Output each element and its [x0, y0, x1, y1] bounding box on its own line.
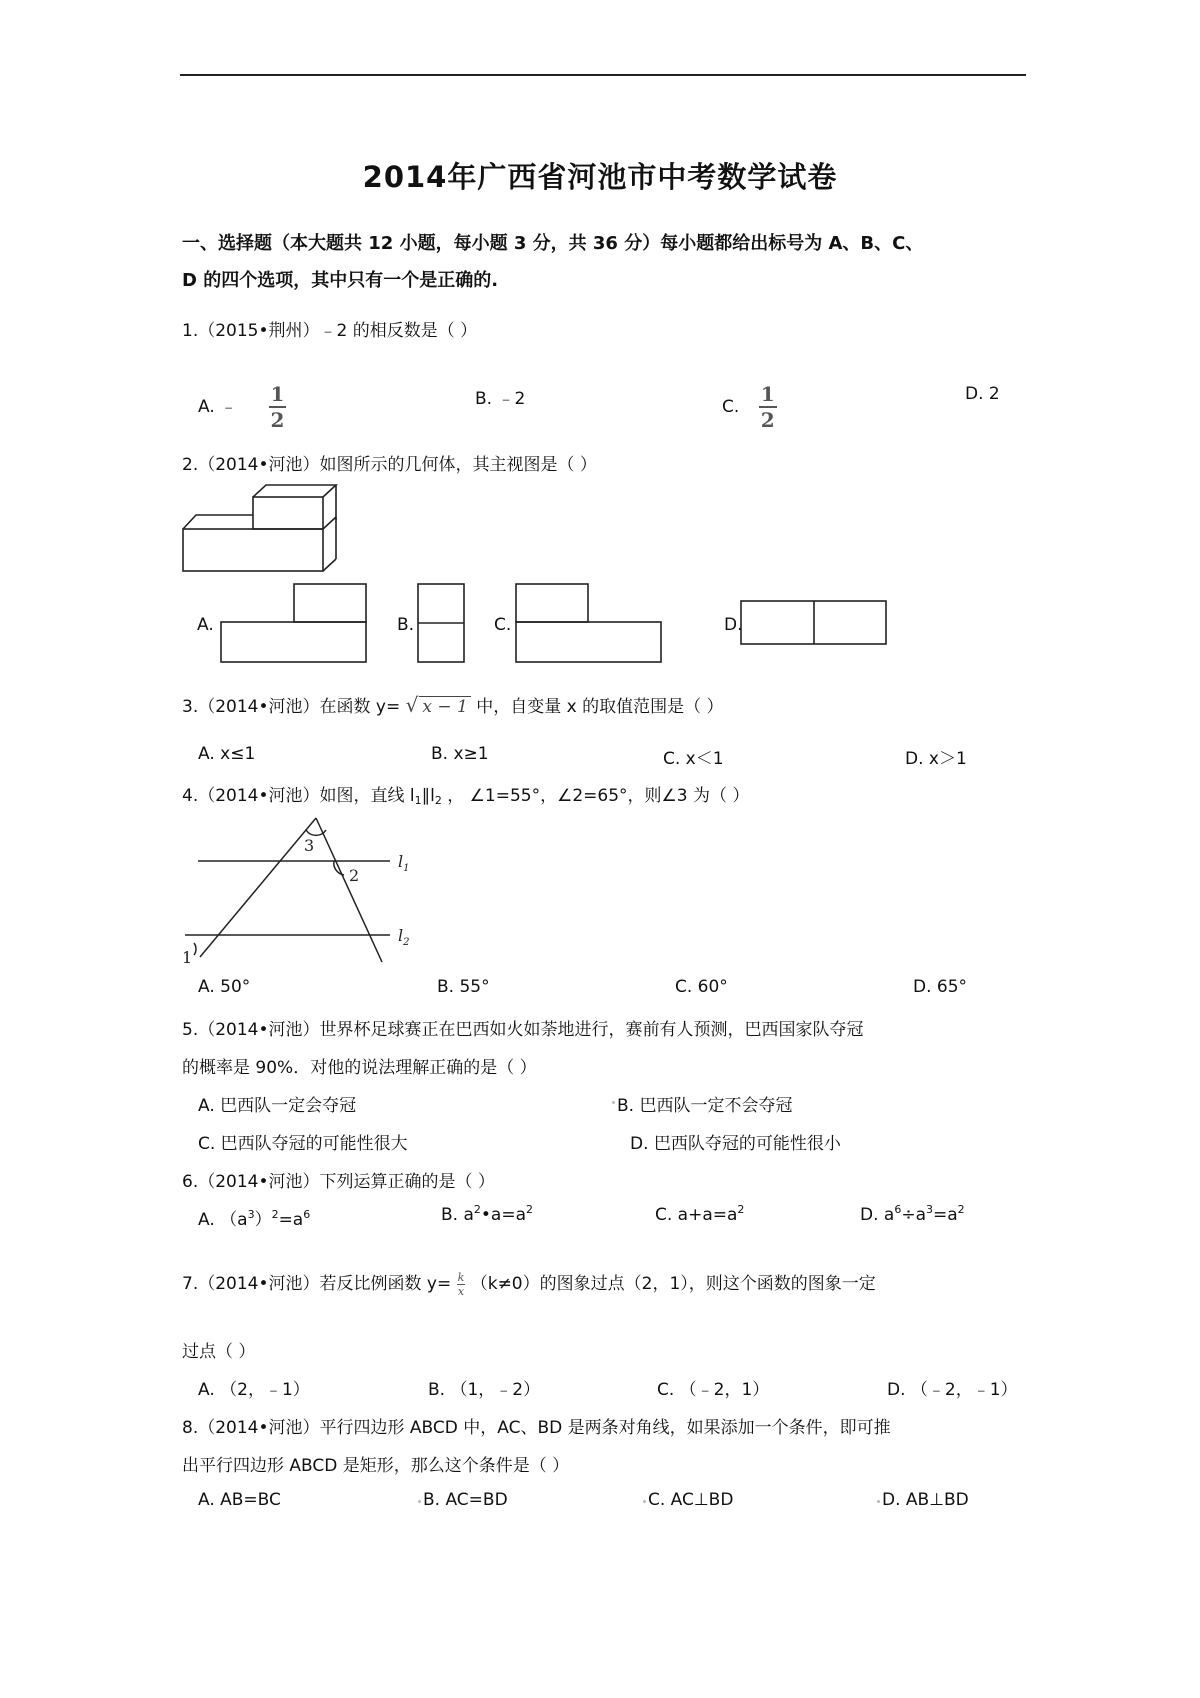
page-title: 2014年广西省河池市中考数学试卷 — [362, 160, 838, 194]
q6-option-d — [860, 1205, 965, 1225]
q5-option-c: C. 巴西队夺冠的可能性很大 — [198, 1134, 408, 1154]
q4-stem-pre: 4.（2014•河池）如图，直线 l — [182, 786, 415, 806]
q7-stem — [182, 1269, 876, 1297]
q6-b-part: •a=a — [480, 1205, 526, 1225]
q2-option-c-figure — [515, 583, 663, 663]
q4-stem-post: ， ∠1=55°，∠2=65°，则∠3 为（ ） — [441, 786, 750, 806]
q4-angle-2-label: 2 — [349, 866, 360, 885]
q6-b-part: B. a — [441, 1205, 474, 1225]
superscript: 2 — [526, 1203, 533, 1216]
marker-dot — [612, 1101, 615, 1104]
superscript: 2 — [957, 1203, 965, 1216]
q4-line-l2-label: $l_2$ — [398, 926, 410, 948]
q2-option-a-label: A. — [197, 615, 214, 635]
q7-stem-post: （k≠0）的图象过点（2，1），则这个函数的图象一定 — [470, 1274, 876, 1294]
q3-option-d: D. x＞1 — [905, 749, 967, 769]
q6-c-part: C. a+a=a — [655, 1205, 738, 1225]
section-heading — [182, 225, 1032, 299]
q6-a-part: A. （a — [198, 1210, 248, 1230]
q4-option-a: A. 50° — [198, 977, 251, 997]
q5-option-d: D. 巴西队夺冠的可能性很小 — [630, 1134, 841, 1154]
marker-dot — [877, 1500, 880, 1503]
q1-option-c — [722, 384, 777, 430]
q4-sub-2: 2 — [434, 794, 442, 807]
section-heading-line2: D 的四个选项，其中只有一个是正确的. — [182, 270, 499, 291]
q6-stem: 6.（2014•河池）下列运算正确的是（ ） — [182, 1172, 495, 1192]
q7-option-a: A. （2，﹣1） — [198, 1380, 310, 1400]
q1-option-a-fraction — [269, 384, 287, 430]
q6-option-a — [198, 1205, 310, 1230]
q6-d-part: =a — [933, 1205, 958, 1225]
q1-option-b: B. ﹣2 — [475, 389, 526, 409]
q3-stem — [182, 692, 724, 717]
q3-radicand: x − 1 — [419, 696, 470, 717]
superscript: 3 — [247, 1208, 255, 1221]
q3-option-b: B. x≥1 — [431, 744, 489, 764]
q2-option-d-figure — [740, 600, 888, 646]
superscript: 3 — [926, 1203, 933, 1216]
q4-parallel-lines-figure — [180, 815, 420, 965]
superscript: 6 — [894, 1203, 902, 1216]
q2-solid-figure — [180, 483, 345, 573]
fraction-numerator: 1 — [760, 382, 775, 406]
q1-option-a — [198, 384, 286, 430]
fraction-denominator: x — [457, 1284, 465, 1298]
q6-option-c — [655, 1205, 744, 1225]
q2-option-b-label: B. — [397, 615, 415, 635]
q4-sub-1: 1 — [414, 794, 422, 807]
marker-dot — [643, 1500, 646, 1503]
q6-a-part: =a — [278, 1210, 304, 1230]
q7-stem-pre: 7.（2014•河池）若反比例函数 y= — [182, 1274, 452, 1294]
q5-stem-line1: 5.（2014•河池）世界杯足球赛正在巴西如火如荼地进行，赛前有人预测，巴西国家队夺冠 — [182, 1020, 864, 1040]
q4-option-d: D. 65° — [913, 977, 968, 997]
q2-stem: 2.（2014•河池）如图所示的几何体，其主视图是（ ） — [182, 455, 597, 475]
q7-option-c: C. （﹣2，1） — [657, 1380, 770, 1400]
q8-option-c: C. AC⊥BD — [648, 1490, 734, 1510]
marker-dot — [418, 1500, 421, 1503]
q7-option-b: B. （1，﹣2） — [428, 1380, 541, 1400]
q8-stem-line2: 出平行四边形 ABCD 是矩形，那么这个条件是（ ） — [182, 1456, 570, 1476]
superscript: 2 — [473, 1203, 481, 1216]
q4-stem-mid: ∥l — [421, 786, 435, 806]
q4-option-c: C. 60° — [675, 977, 728, 997]
q1-option-c-prefix: C. — [722, 397, 740, 417]
q8-stem-line1: 8.（2014•河池）平行四边形 ABCD 中，AC、BD 是两条对角线，如果添加一个条件，即可推 — [182, 1418, 891, 1438]
superscript: 6 — [303, 1208, 311, 1221]
fraction-denominator: 2 — [270, 408, 285, 432]
q5-stem-line2: 的概率是 90%．对他的说法理解正确的是（ ） — [182, 1058, 537, 1078]
q3-stem-post: 中，自变量 x 的取值范围是（ ） — [476, 697, 724, 717]
q2-option-c-label: C. — [494, 615, 512, 635]
q7-option-d: D. （﹣2，﹣1） — [887, 1380, 1018, 1400]
q1-option-d: D. 2 — [965, 384, 1000, 404]
superscript: 2 — [737, 1203, 745, 1216]
q4-angle-3-label: 3 — [304, 836, 315, 855]
q8-option-d: D. AB⊥BD — [882, 1490, 969, 1510]
q1-option-c-fraction — [759, 384, 777, 430]
q4-line-l1-label: $l_1$ — [398, 852, 410, 874]
q7-stem-line2: 过点（ ） — [182, 1342, 256, 1362]
fraction-numerator: 1 — [270, 382, 285, 406]
q4-angle-1-label: 1 — [182, 948, 193, 967]
q2-option-d-label: D. — [724, 615, 743, 635]
q2-option-a-figure — [220, 583, 368, 663]
fraction-denominator: 2 — [760, 408, 775, 432]
q6-d-part: D. a — [860, 1205, 895, 1225]
q6-a-part: ） — [254, 1210, 272, 1230]
q3-option-a: A. x≤1 — [198, 744, 256, 764]
q2-option-b-figure — [417, 583, 467, 663]
q5-option-a: A. 巴西队一定会夺冠 — [198, 1096, 357, 1116]
q8-option-a: A. AB=BC — [198, 1490, 281, 1510]
q6-d-part: ÷a — [901, 1205, 926, 1225]
q1-option-a-prefix: A. ﹣ — [198, 397, 238, 417]
q4-option-b: B. 55° — [437, 977, 490, 997]
sqrt-icon: √ — [405, 693, 419, 717]
top-rule — [180, 74, 1026, 76]
q5-option-b: B. 巴西队一定不会夺冠 — [617, 1096, 793, 1116]
q6-option-b — [441, 1205, 533, 1225]
superscript: 2 — [271, 1208, 279, 1221]
q1-stem: 1.（2015•荆州）﹣2 的相反数是（ ） — [182, 321, 478, 341]
q3-option-c: C. x＜1 — [663, 749, 724, 769]
q4-stem — [182, 781, 749, 806]
fraction-numerator: k — [457, 1270, 465, 1284]
section-heading-line1: 一、选择题（本大题共 12 小题，每小题 3 分，共 36 分）每小题都给出标号为 A、B、C、 — [182, 233, 924, 254]
q7-k-over-x-fraction — [457, 1272, 466, 1297]
q3-stem-pre: 3.（2014•河池）在函数 y= — [182, 697, 401, 717]
q8-option-b: B. AC=BD — [423, 1490, 508, 1510]
